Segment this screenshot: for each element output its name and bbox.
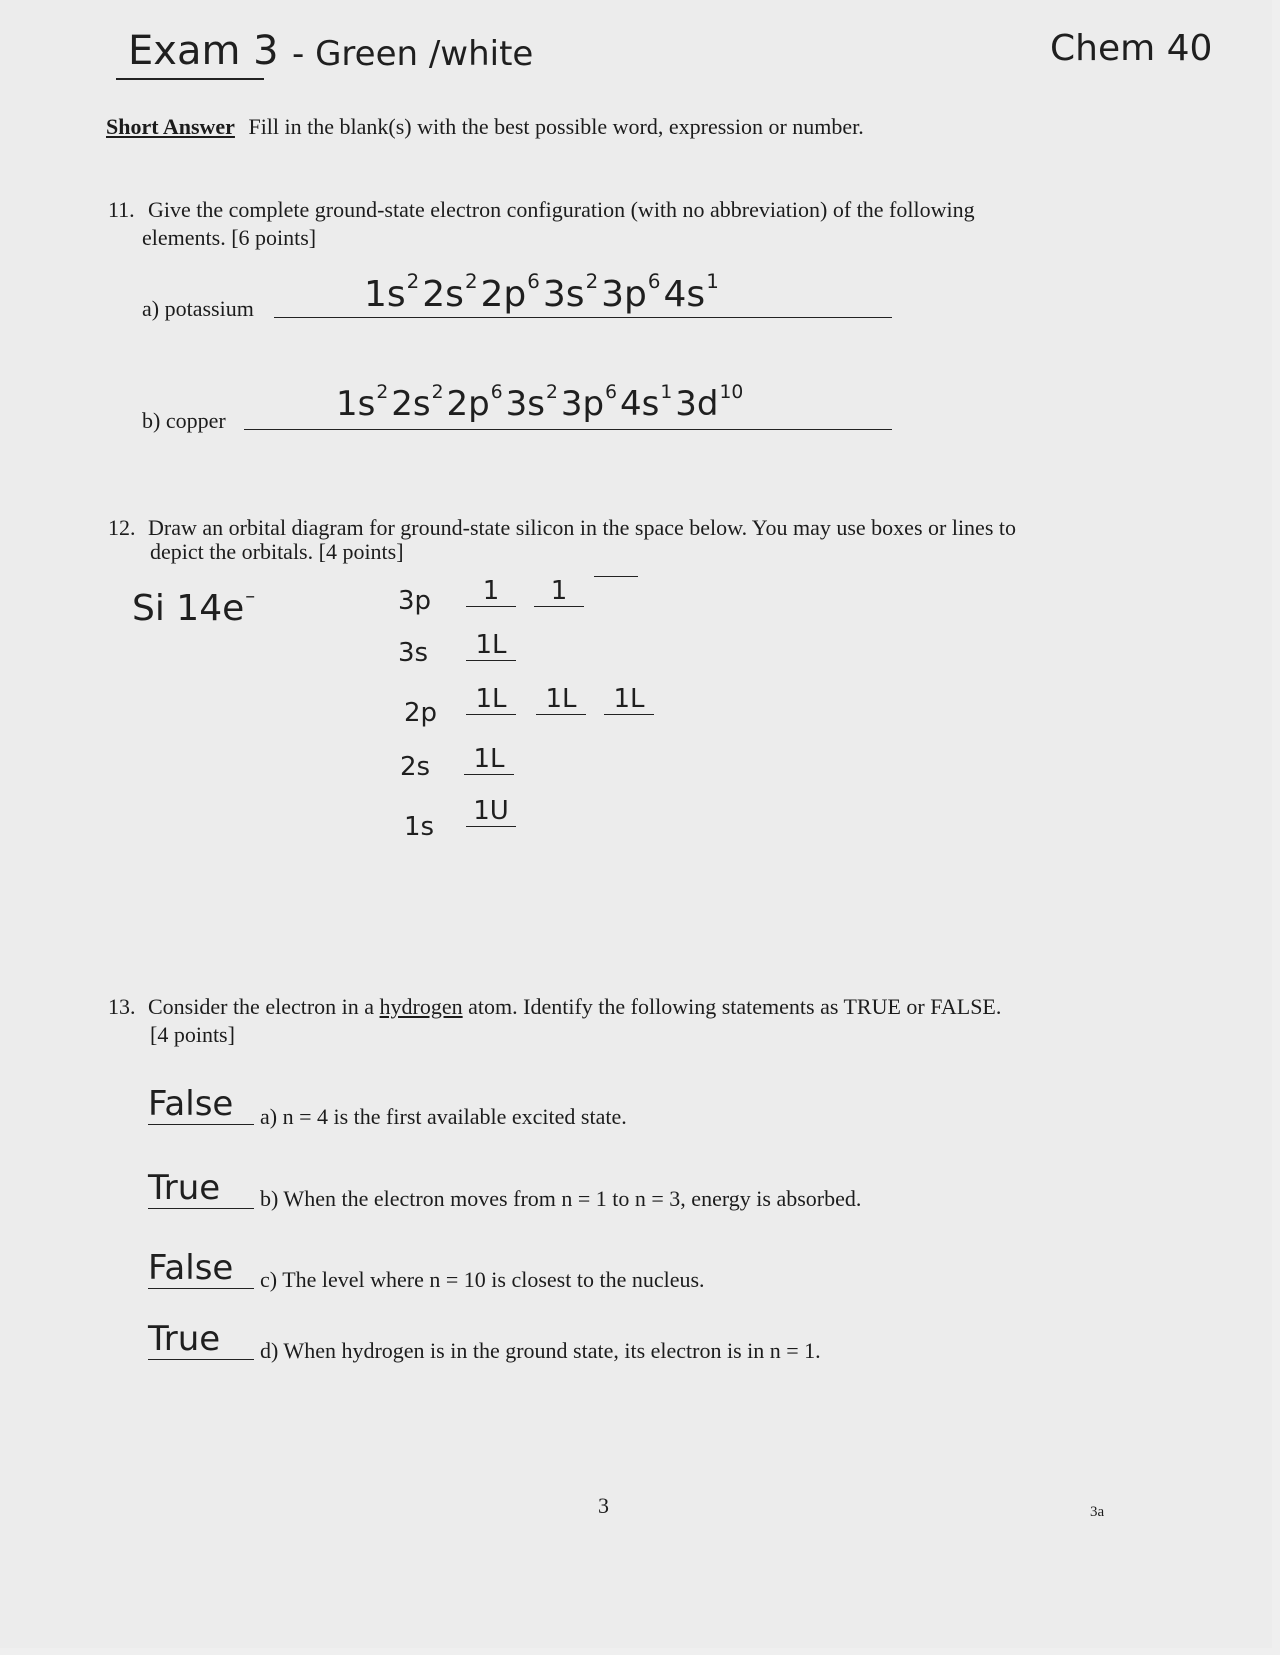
q11-number: 11. bbox=[108, 197, 135, 222]
instructions bbox=[106, 114, 864, 140]
orbital-label-2p: 2p bbox=[404, 698, 438, 728]
q13b-statement: b) When the electron moves from n = 1 to n = 3, energy is absorbed. bbox=[260, 1186, 862, 1211]
orbital-3p-3 bbox=[594, 576, 638, 577]
q13a-answer: False bbox=[148, 1084, 254, 1125]
page-number: 3 bbox=[598, 1493, 609, 1518]
orbital-label-2s: 2s bbox=[400, 752, 431, 782]
q13a-statement: a) n = 4 is the first available excited state. bbox=[260, 1104, 627, 1129]
course-name: Chem 40 bbox=[1050, 28, 1213, 69]
q13-keyword: hydrogen bbox=[379, 994, 463, 1019]
q13b-answer: True bbox=[148, 1168, 254, 1209]
q13-prompt-line2: [4 points] bbox=[150, 1022, 235, 1047]
instructions-label: Short Answer bbox=[106, 114, 235, 139]
q11b-answer-line bbox=[244, 429, 892, 430]
exam-title: Exam 3 bbox=[128, 28, 279, 74]
orbital-3p-1: 1 bbox=[466, 576, 516, 607]
orbital-2s-1: 1L bbox=[464, 744, 514, 775]
q11b-answer: $1s^22s^22p^63s^23p^64s^13d^{10}$ bbox=[336, 382, 744, 424]
q11b-label: b) copper bbox=[142, 408, 226, 433]
exam-title-underline bbox=[116, 78, 264, 80]
orbital-label-3s: 3s bbox=[398, 638, 429, 668]
q13d-answer: True bbox=[148, 1319, 254, 1360]
orbital-2p-2: 1L bbox=[536, 684, 586, 715]
page-code: 3a bbox=[1090, 1504, 1105, 1520]
orbital-2p-3: 1L bbox=[604, 684, 654, 715]
q12-note: Si 14e– bbox=[132, 584, 256, 629]
q13c-statement: c) The level where n = 10 is closest to the nucleus. bbox=[260, 1267, 705, 1292]
orbital-3s-1: 1L bbox=[466, 630, 516, 661]
orbital-label-3p: 3p bbox=[398, 586, 432, 616]
q12-prompt-line2: depict the orbitals. [4 points] bbox=[150, 539, 404, 564]
q13d-statement: d) When hydrogen is in the ground state, its electron is in n = 1. bbox=[260, 1338, 821, 1363]
q11a-answer: $1s^22s^22p^63s^23p^64s^1$ bbox=[364, 270, 719, 315]
q13c-answer: False bbox=[148, 1248, 254, 1289]
orbital-1s-1: 1U bbox=[466, 796, 516, 827]
q13-number: 13. bbox=[108, 994, 136, 1019]
q13-prompt-line1: Consider the electron in a hydrogen atom. Identify the following statements as TRUE or FALSE. bbox=[148, 994, 1002, 1019]
exam-version: - Green /white bbox=[292, 34, 534, 74]
orbital-3p-2: 1 bbox=[534, 576, 584, 607]
q11a-answer-line bbox=[274, 317, 892, 318]
q11-prompt-line2: elements. [6 points] bbox=[142, 225, 317, 250]
q11a-label: a) potassium bbox=[142, 296, 254, 321]
orbital-label-1s: 1s bbox=[404, 812, 435, 842]
q12-number: 12. bbox=[108, 515, 136, 540]
q12-prompt-line1: Draw an orbital diagram for ground-state silicon in the space below. You may use boxes or lines to bbox=[148, 515, 1016, 540]
q11-prompt-line1: Give the complete ground-state electron configuration (with no abbreviation) of the following bbox=[148, 197, 975, 222]
orbital-2p-1: 1L bbox=[466, 684, 516, 715]
instructions-text: Fill in the blank(s) with the best possible word, expression or number. bbox=[248, 114, 864, 139]
